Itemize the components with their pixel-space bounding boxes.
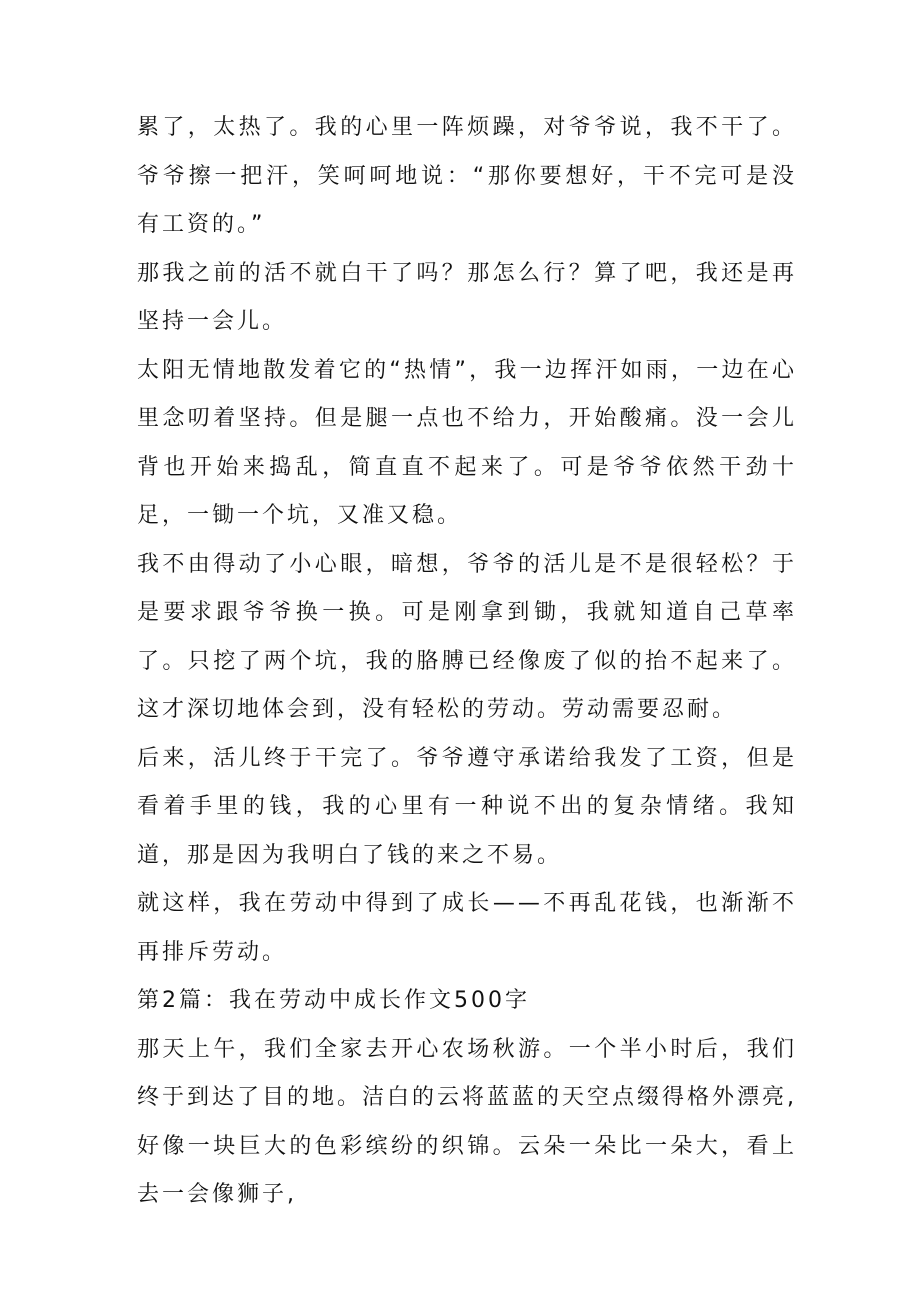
paragraph-tired: 累了，太热了。我的心里一阵烦躁，对爷爷说，我不干了。爷爷擦一把汗，笑呵呵地说：“那你要想好，干不完可是没有工资的。” (137, 115, 797, 237)
paragraph-persist: 那我之前的活不就白干了吗？那怎么行？算了吧，我还是再坚持一会儿。 (137, 260, 797, 334)
section-heading: 第2篇：我在劳动中成长作文500字 (137, 988, 530, 1013)
document-body (137, 104, 797, 1220)
paragraph-growth: 就这样，我在劳动中得到了成长——不再乱花钱，也渐渐不再排斥劳动。 (137, 891, 797, 965)
paragraph-farm-trip: 那天上午，我们全家去开心农场秋游。一个半小时后，我们终于到达了目的地。洁白的云将蓝蓝的天空点缀得格外漂亮,好像一块巨大的色彩缤纷的织锦。云朵一朵比一朵大，看上去一会像狮子, (137, 1036, 797, 1207)
paragraph-sun: 太阳无情地散发着它的“热情”，我一边挥汗如雨，一边在心里念叨着坚持。但是腿一点也不给力，开始酸痛。没一会儿背也开始来捣乱，简直直不起来了。可是爷爷依然干劲十足，一锄一个坑，又准又稳。 (137, 357, 797, 528)
paragraph-swap: 我不由得动了小心眼，暗想，爷爷的活儿是不是很轻松？于是要求跟爷爷换一换。可是刚拿到锄，我就知道自己草率了。只挖了两个坑，我的胳膊已经像废了似的抬不起来了。这才深切地体会到，没有轻松的劳动。劳动需要忍耐。 (137, 551, 797, 722)
paragraph-wages: 后来，活儿终于干完了。爷爷遵守承诺给我发了工资，但是看着手里的钱，我的心里有一种说不出的复杂情绪。我知道，那是因为我明白了钱的来之不易。 (137, 745, 797, 868)
